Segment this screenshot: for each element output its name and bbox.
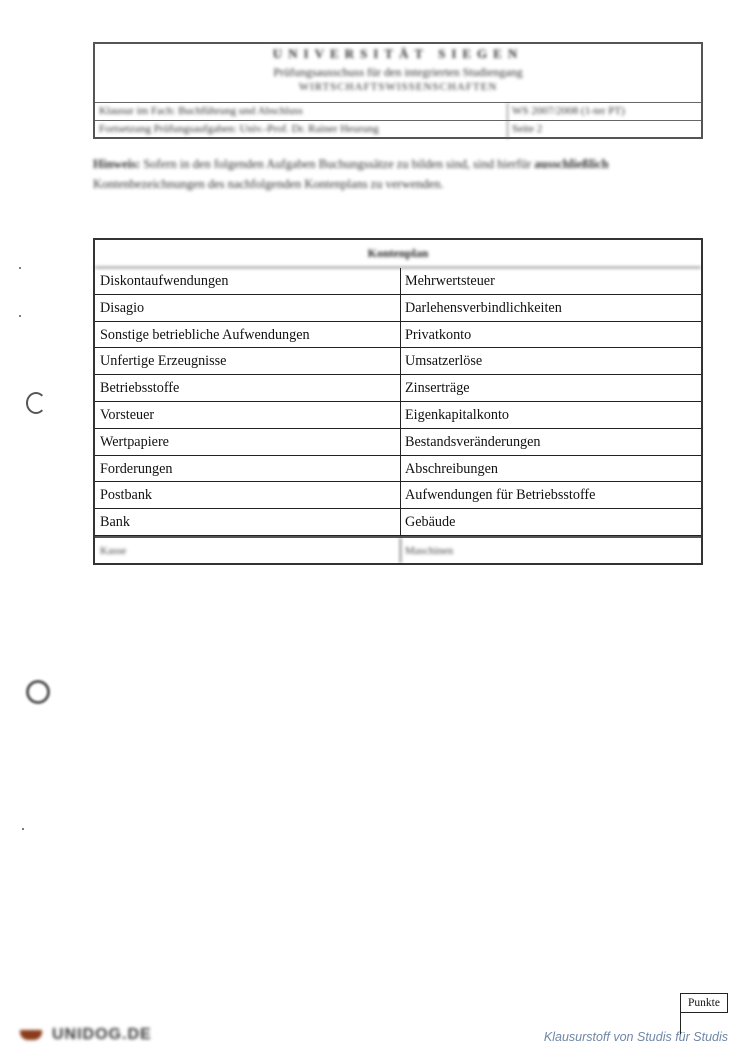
continuation-text: Fortsetzung Prüfungsaufgaben: Univ.-Prof. Dr. Rainer Heurung xyxy=(99,123,379,135)
exam-header xyxy=(93,42,703,139)
footer-slogan: Klausurstoff von Studis für Studis xyxy=(543,1030,728,1044)
faculty-line: WIRTSCHAFTSWISSENSCHAFTEN xyxy=(298,81,498,93)
account-name-right: Eigenkapitalkonto xyxy=(405,406,510,423)
account-name-left: Betriebsstoffe xyxy=(95,375,401,401)
account-name-right: Darlehensverbindlichkeiten xyxy=(405,299,562,316)
account-name-right: Umsatzerlöse xyxy=(405,353,483,370)
logo-text: UNIDOG.DE xyxy=(52,1026,152,1043)
kontenplan-row xyxy=(95,348,701,375)
account-name-left: Unfertige Erzeugnisse xyxy=(95,348,401,374)
punch-hole-top xyxy=(26,392,46,414)
note-lead: Hinweis: xyxy=(93,157,141,171)
account-name-left: Vorsteuer xyxy=(95,402,401,428)
account-name-left: Bank xyxy=(95,509,401,535)
account-name-left: Forderungen xyxy=(95,456,401,482)
exam-subject: Klausur im Fach: Buchführung und Abschluss xyxy=(99,105,303,117)
kontenplan-rows xyxy=(95,268,701,563)
university-name: UNIVERSITÄT SIEGEN xyxy=(272,46,524,61)
header-row-exam xyxy=(95,102,701,121)
account-name-right: Abschreibungen xyxy=(405,460,498,477)
account-name-left: Diskontaufwendungen xyxy=(95,268,401,294)
exam-semester: WS 2007/2008 (1-ter PT) xyxy=(507,103,701,121)
kontenplan-title: Kontenplan xyxy=(95,240,701,268)
account-name-right: Bestandsveränderungen xyxy=(405,433,541,450)
kontenplan-table xyxy=(93,238,703,565)
logo-icon xyxy=(20,1030,42,1040)
page-number: Seite 2 xyxy=(507,121,701,139)
note-text-b: Kontenbezeichnungen des nachfolgenden Kontenplans zu verwenden. xyxy=(93,177,444,191)
kontenplan-row xyxy=(95,536,701,563)
account-name-left: Disagio xyxy=(95,295,401,321)
account-name-right: Privatkonto xyxy=(405,326,472,343)
account-name-right: Zinserträge xyxy=(405,380,470,397)
margin-dot xyxy=(19,267,21,269)
footer-logo xyxy=(20,1026,152,1044)
account-name-left: Kasse xyxy=(95,538,401,563)
points-box: Punkte xyxy=(680,993,728,1013)
kontenplan-row xyxy=(95,402,701,429)
kontenplan-row xyxy=(95,322,701,349)
kontenplan-row xyxy=(95,509,701,536)
kontenplan-row xyxy=(95,295,701,322)
kontenplan-row xyxy=(95,375,701,402)
margin-dot xyxy=(19,315,21,317)
kontenplan-row xyxy=(95,268,701,295)
margin-dot xyxy=(22,828,24,830)
kontenplan-row xyxy=(95,429,701,456)
account-name-left: Wertpapiere xyxy=(95,429,401,455)
note-emphasis: ausschließlich xyxy=(534,157,609,171)
account-name-right: Maschinen xyxy=(405,544,454,557)
header-row-continuation xyxy=(95,120,701,139)
account-name-right: Aufwendungen für Betriebsstoffe xyxy=(405,487,596,504)
account-name-left: Sonstige betriebliche Aufwendungen xyxy=(95,322,401,348)
note-text-a: Sofern in den folgenden Aufgaben Buchungssätze zu bilden sind, sind hierfür xyxy=(143,157,532,171)
instruction-note xyxy=(93,154,703,194)
account-name-right: Mehrwertsteuer xyxy=(405,273,495,289)
kontenplan-row xyxy=(95,482,701,509)
committee-line: Prüfungsausschuss für den integrierten Studiengang xyxy=(273,65,523,79)
punch-hole-bottom xyxy=(26,680,50,704)
account-name-right: Gebäude xyxy=(405,514,456,531)
account-name-left: Postbank xyxy=(95,482,401,508)
kontenplan-row xyxy=(95,456,701,483)
